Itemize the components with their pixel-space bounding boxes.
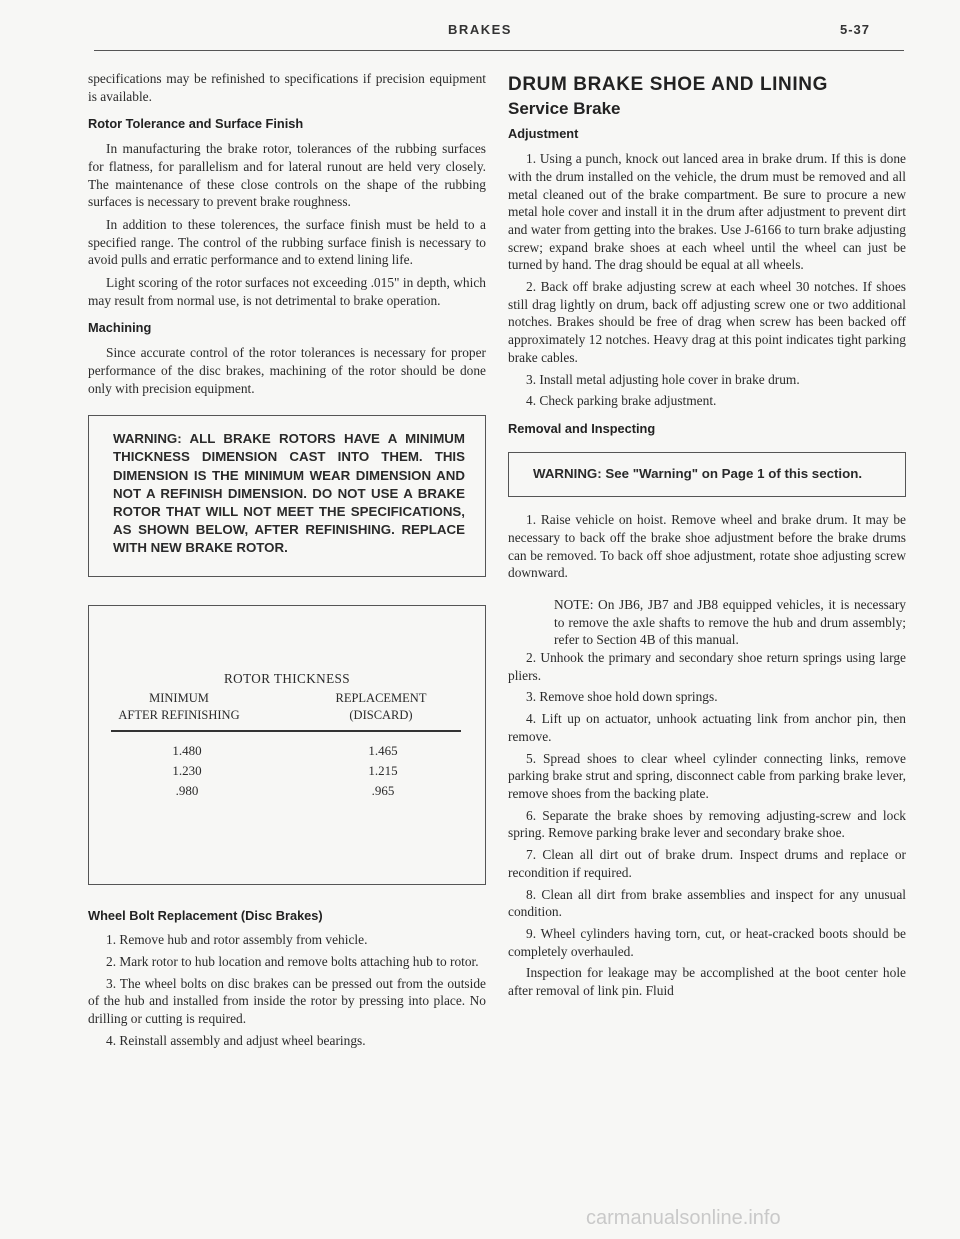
list-item: 6. Separate the brake shoes by removing adjusting-screw and lock spring. Remove parking brake lever and secondary brake shoe.	[508, 807, 906, 841]
page-header-title: BRAKES	[448, 22, 512, 37]
page-number: 5-37	[840, 22, 871, 37]
list-item: 7. Clean all dirt out of brake drum. Inspect drums and replace or recondition if required.	[508, 847, 906, 880]
list-item: 1. Using a punch, knock out lanced area in brake drum. If this is done with the drum installed on the vehicle, the drum must be removed and all metal cleaned out of the brake compartment. Be sure to procure a new metal hole cover and install it in the drum after adjustment to prevent dirt and water from getting into the brakes. Use J-6166 to turn brake adjusting screw; expand brake shoes at each wheel until the wheel can just be turned by hand. The drag should be equal at all wheels.	[508, 151, 906, 273]
right-column	[508, 70, 906, 1005]
list-item: 2. Mark rotor to hub location and remove bolts attaching hub to rotor.	[106, 954, 479, 970]
paragraph: Since accurate control of the rotor tolerances is necessary for proper performance of the disc brakes, machining of the rotor should be done only with precision equipment.	[88, 345, 486, 396]
list-item: 2. Back off brake adjusting screw at each wheel 30 notches. If shoes still drag lightly on drum, back off adjusting screw one or two additional notches. Brakes should be free of drag when screw has been backed off approximately 12 notches. Heavy drag at this point indicates tight parking brake cables.	[508, 279, 906, 365]
list-item: 4. Reinstall assembly and adjust wheel bearings.	[106, 1032, 366, 1048]
table-cell-minimum: 1.230	[172, 762, 202, 778]
section-heading-adjustment: Adjustment	[508, 126, 579, 142]
adjustment-steps	[508, 150, 906, 410]
watermark-text: carmanualsonline.info	[586, 1207, 781, 1229]
column-header-minimum	[91, 690, 267, 724]
header-divider	[94, 50, 904, 51]
section-heading-rotor-tolerance: Rotor Tolerance and Surface Finish	[88, 116, 304, 132]
paragraph: In addition to these tolerences, the surface finish must be held to a specified range. The control of the rubbing surface finish is necessary to avoid pulls and erratic performance and to extend lining life.	[88, 216, 486, 268]
list-item: 3. Remove shoe hold down springs.	[526, 689, 718, 705]
list-item: 8. Clean all dirt from brake assemblies and inspect for any unusual condition.	[508, 886, 906, 920]
intro-paragraph: specifications may be refinished to specifications if precision equipment is available.	[88, 71, 486, 104]
list-item: 3. The wheel bolts on disc brakes can be pressed out from the outside of the hub and installed from inside the rotor by pressing into place. No drilling or cutting is required.	[88, 975, 486, 1027]
list-item: 4. Check parking brake adjustment.	[526, 393, 717, 409]
wheel-bolt-steps	[88, 931, 486, 1049]
section-heading-removal: Removal and Inspecting	[508, 420, 656, 436]
note-paragraph: NOTE: On JB6, JB7 and JB8 equipped vehicles, it is necessary to remove the axle shafts to remove the hub and drum assembly; refer to Section 4B of this manual.	[554, 596, 906, 648]
list-item: 5. Spread shoes to clear wheel cylinder connecting links, remove parking brake strut and spring, disconnect cable from parking brake lever, remove shoes from the backing plate.	[508, 750, 906, 801]
main-heading: DRUM BRAKE SHOE AND LINING	[508, 74, 828, 95]
table-cell-minimum: 1.480	[172, 742, 202, 758]
left-column	[88, 70, 486, 1054]
removal-steps-continued	[508, 649, 906, 960]
column-header-line: AFTER REFINISHING	[118, 707, 240, 722]
column-header-replacement	[293, 690, 469, 724]
table-title: ROTOR THICKNESS	[223, 670, 351, 686]
paragraph: Inspection for leakage may be accomplished at the boot center hole after removal of link pin. Fluid	[508, 965, 906, 999]
table-cell-replacement: 1.465	[368, 742, 398, 758]
list-item: 3. Install metal adjusting hole cover in brake drum.	[526, 371, 800, 387]
section-heading-machining: Machining	[88, 320, 152, 336]
table-cell-replacement: 1.215	[368, 762, 398, 778]
sub-heading: Service Brake	[508, 98, 621, 118]
table-cell-replacement: .965	[371, 782, 395, 798]
column-header-line: (DISCARD)	[349, 707, 413, 722]
section-heading-wheel-bolt: Wheel Bolt Replacement (Disc Brakes)	[88, 907, 323, 923]
table-cell-minimum: .980	[175, 782, 199, 798]
list-item: 1. Remove hub and rotor assembly from vehicle.	[106, 932, 368, 948]
removal-steps	[508, 511, 906, 582]
paragraph: In manufacturing the brake rotor, tolerances of the rubbing surfaces for flatness, for parallelism and for lateral runout are held very closely. The maintenance of these close controls on the shape of the rubbing surfaces is necessary to prevent brake roughness.	[88, 141, 486, 210]
table-rule	[111, 730, 461, 732]
list-item: 4. Lift up on actuator, unhook actuating link from anchor pin, then remove.	[508, 711, 906, 744]
column-header-line: REPLACEMENT	[335, 690, 427, 705]
list-item: 2. Unhook the primary and secondary shoe return springs using large pliers.	[508, 650, 906, 683]
warning-box-rotor-thickness: WARNING: ALL BRAKE ROTORS HAVE A MINIMUM THICKNESS DIMENSION CAST INTO THEM. THIS DIMENSION IS THE MINIMUM WEAR DIMENSION AND NOT A REFINISH DIMENSION. DO NOT USE A BRAKE ROTOR THAT WILL NOT MEET THE SPECIFICATIONS, AS SHOWN BELOW, AFTER REFINISHING. REPLACE WITH NEW BRAKE ROTOR.	[88, 415, 486, 576]
paragraph: Light scoring of the rotor surfaces not exceeding .015" in depth, which may result from normal use, is not detrimental to brake operation.	[88, 275, 486, 308]
column-header-line: MINIMUM	[149, 690, 209, 705]
rotor-thickness-table	[88, 605, 486, 885]
list-item: 1. Raise vehicle on hoist. Remove wheel and brake drum. It may be necessary to back off the brake shoe adjustment before the brake drums can be removed. To back off shoe adjustment, rotate shoe adjusting screw downward.	[508, 512, 906, 581]
warning-box-see-page-1: WARNING: See "Warning" on Page 1 of this section.	[508, 452, 906, 498]
list-item: 9. Wheel cylinders having torn, cut, or heat-cracked boots should be completely overhauled.	[508, 925, 906, 959]
